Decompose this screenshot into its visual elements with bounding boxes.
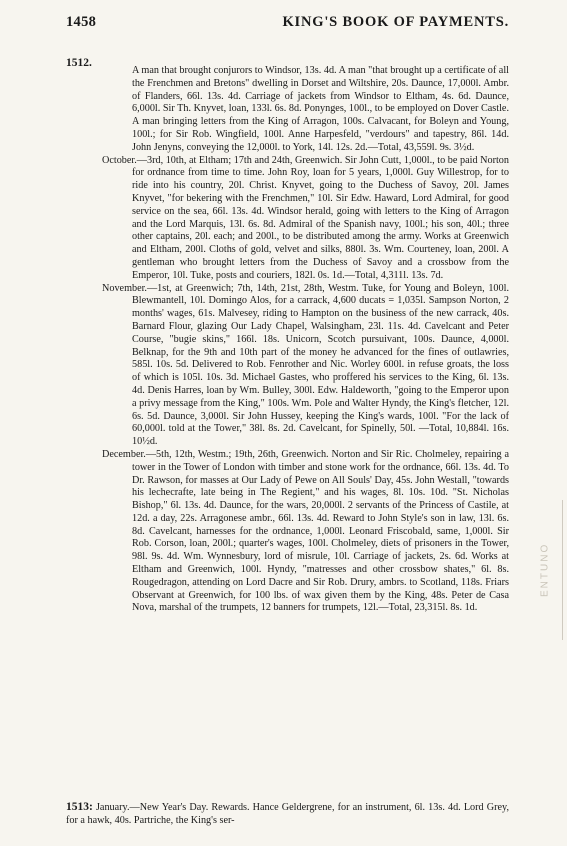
next-year-entry	[66, 801, 509, 828]
paragraph-october: October.—3rd, 10th, at Eltham; 17th and 24th, Greenwich. Sir John Cutt, 1,000l., to be paid Norton for ordnance from time to time. John Roy, loan for 5 years, 1,000l. Guy Willestrop, for to ride into his country, 20l. Christ. Knyvet, going to the Duchess of Savoy, 20l. James Knyvet, "for bekering with the Frenchmen," 10l. Sir Edw. Haward, Lord Admiral, for good service on the sea, 66l. 13s. 4d. Windsor herald, going with letters to the King of Arragon and the Lord Marquis, 13l. 6s. 8d. Admiral of the Spanish navy, 100l.; his son, 40l.; three other captains, 20l. each; and 200l., to be distributed among the army. Works at Greenwich and Eltham, 200l. Cloths of gold, velvet and silks, 880l. 3s. Wm. Courteney, loan, 200l. A gentleman who brought letters from the Duchess of Savoy and a crossbow from the Emperor, 10l. Tuke, posts and couriers, 182l. 0s. 1d.—Total, 4,311l. 13s. 7d.	[102, 154, 509, 281]
page-header	[66, 14, 509, 36]
edge-watermark: ENTUNO	[528, 500, 563, 640]
page-number: 1458	[66, 14, 97, 30]
running-title: KING'S BOOK OF PAYMENTS.	[282, 14, 509, 30]
next-year-text: January.—New Year's Day. Rewards. Hance Geldergrene, for an instrument, 6l. 13s. 4d. Lord Grey, for a hawk, 40s. Partriche, the King's ser-	[66, 802, 510, 826]
paragraph-december: December.—5th, 12th, Westm.; 19th, 26th, Greenwich. Norton and Sir Ric. Cholmeley, repairing a tower in the Tower of London with timber and stone work for the ordnance, 66l. 13s. 4d. To Dr. Rawson, for masses at Our Lady of Pewe on All Souls' Day, 45s. John Westall, "towards his lechecrafte, late being in The Regient," and his wages, 8l. 10s. 10d. "St. Nicholas Bishop," 6l. 13s. 4d. Daunce, for the wars, 20,000l. 2 servants of the Princess of Castile, at 12d. a day, 22s. Arragonese ambr., 66l. 13s. 4d. Reward to John Style's son in law, 13l. 6s. 8d. Cavelcant, harnesses for the ordnance, 1,000l. Leonard Friscobald, same, 1,000l. Sir Rob. Corson, loan, 200l.; quarter's wages, 100l. Cholmeley, diets of prisoners in the Tower, 98l. 9s. 4d. Wm. Wynnesbury, lord of misrule, 10l. Carriage of jackets, 2s. 6d. Works at Eltham and Greenwich, 100l. Hyndy, "matresses and other crossbow shates," 6l. 8s. Rougedragon, attending on Lord Dacre and Sir Rob. Drury, ambrs. to Scotland, 118s. Friars Observant at Greenwich, for 100 lbs. of wax given them by the King, 48s. Peter de Casa Nova, marshal of the trumpets, 12 banners for trumpets, 12l.—Total, 23,315l. 8s. 1d.	[102, 448, 509, 614]
entries-body	[102, 65, 509, 615]
year-label: 1512.	[66, 57, 92, 69]
next-year-label: 1513:	[66, 801, 93, 813]
paragraph-november: November.—1st, at Greenwich; 7th, 14th, 21st, 28th, Westm. Tuke, for Young and Boleyn, 100l. Blewmantell, 10l. Domingo Alos, for a carrack, 4,600 ducats = 1,035l. Sampson Norton, 2 months' wages, 61s. Malvesey, riding to Hampton on the business of the new carrack, 40s. Barnard Flour, glazing Our Lady Chapel, Walsingham, 23l. 11s. 4d. Cavelcant and Peter Course, "bugie skins," 166l. 18s. Unicorn, Scotch pursuivant, 100s. Daunce, 4,000l. Belknap, for the 9th and 10th part of the money he advanced for the fines of outlawries, 585l. 10s. 5d. Delivered to Rob. Fenrother and Nic. Worley 600l. in refuse groats, the loss of which is 105l. 10s. 3d. Michael Gastes, who proffered his services to the King, 6l. 13s. 4d. Denis Harres, loan by Wm. Bulley, 300l. Edw. Haldeworth, "going to the Emperor upon a privy message from the King," 100s. Wm. Pole and Walter Hyndy, the King's fletcher, 12l. 6s. 5d. Daunce, 3,000l. Sir John Hussey, keeping the King's wards, 100l. "For the lack of 60,000l. told at the Tower," 38l. 8s. 2d. Cavelcant, for Spinelly, 50l. —Total, 10,884l. 16s. 10½d.	[102, 282, 509, 448]
paragraph-continuation: A man that brought conjurors to Windsor, 13s. 4d. A man "that brought up a certificate of all the Frenchmen and Bretons" dwelling in Dorset and Wiltshire, 20s. Daunce, 17,000l. Ambr. of Flanders, 66l. 13s. 4d. Carriage of jackets from Windsor to Eltham, 4s. 6d. Daunce, 6,000l. Sir Th. Knyvet, loan, 133l. 6s. 8d. Ponynges, 100l., to be employed on Dover Castle. A man bringing letters from the King of Arragon, 100s. Calvacant, for Boleyn and Young, 100l.; for Sir Rob. Wingfield, 100l. Anne Harpesfeld, "verdours" and tapestry, 86l. 14d. John Jenyns, conveying the 12,000l. to York, 14l. 12s. 2d.—Total, 43,559l. 9s. 3½d.	[132, 65, 509, 153]
